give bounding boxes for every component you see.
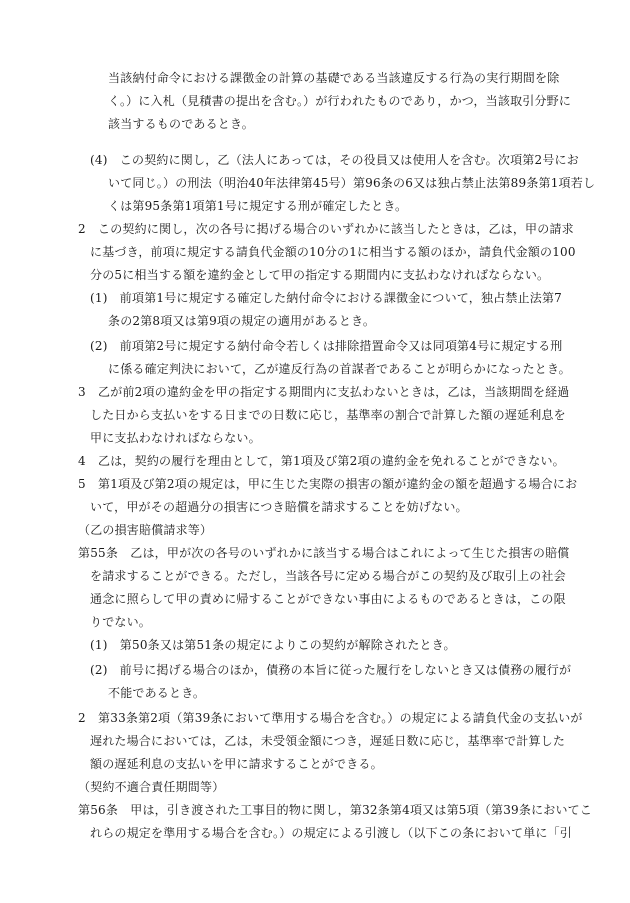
text-line: 分の5に相当する額を違約金として甲の指定する期間内に支払わなければならない。 bbox=[90, 268, 550, 282]
text-line: 甲に支払わなければならない。 bbox=[90, 431, 261, 445]
text-line: (2) 前項第2号に規定する納付命令若しくは排除措置命令又は同項第4号に規定する刑 bbox=[90, 339, 563, 353]
text-line: いて同じ。）の刑法（明治40年法律第45号）第96条の6又は独占禁止法第89条第1項若し bbox=[108, 176, 596, 190]
text-line: 4 乙は，契約の履行を理由として，第1項及び第2項の違約金を免れることができない。 bbox=[78, 454, 565, 468]
text-line: 通念に照らして甲の責めに帰することができない事由によるものであるときは，この限 bbox=[90, 592, 566, 606]
text-line: を請求することができる。ただし，当該各号に定める場合がこの契約及び取引上の社会 bbox=[90, 569, 566, 583]
text-line: 該当するものであるとき。 bbox=[108, 117, 254, 131]
text-line: に基づき，前項に規定する請負代金額の10分の1に相当する額のほか，請負代金額の100 bbox=[90, 245, 576, 259]
text-line: 2 この契約に関し，次の各号に掲げる場合のいずれかに該当したときは，乙は，甲の請求 bbox=[78, 222, 574, 236]
section-heading: （契約不適合責任期間等） bbox=[78, 780, 225, 794]
text-line: 当該納付命令における課徴金の計算の基礎である当該違反する行為の実行期間を除 bbox=[108, 71, 560, 85]
article-line: 第55条 乙は，甲が次の各号のいずれかに該当する場合はこれによって生じた損害の賠償 bbox=[78, 546, 570, 560]
text-line: く。）に入札（見積書の提出を含む。）が行われたものであり，かつ，当該取引分野に bbox=[108, 94, 572, 108]
text-line: りでない。 bbox=[90, 615, 152, 629]
section-heading: （乙の損害賠償請求等） bbox=[78, 523, 213, 537]
text-line: 3 乙が前2項の違約金を甲の指定する期間内に支払わないときは，乙は，当該期間を経過 bbox=[78, 385, 570, 399]
text-line: (2) 前号に掲げる場合のほか，債務の本旨に従った履行をしないとき又は債務の履行が bbox=[90, 663, 572, 677]
text-line: 額の遅延利息の支払いを甲に請求することができる。 bbox=[90, 757, 383, 771]
text-line: 2 第33条第2項（第39条において準用する場合を含む。）の規定による請負代金の支払いが bbox=[78, 711, 583, 725]
text-line: (4) この契約に関し，乙（法人にあっては，その役員又は使用人を含む。次項第2号にお bbox=[90, 153, 579, 167]
text-line: 遅れた場合においては，乙は，未受領金額につき，遅延日数に応じ，基準率で計算した bbox=[90, 734, 566, 748]
text-line: いて，甲がその超過分の損害につき賠償を請求することを妨げない。 bbox=[90, 500, 468, 514]
text-line: くは第95条第1項第1号に規定する刑が確定したとき。 bbox=[108, 199, 408, 213]
text-line: した日から支払いをする日までの日数に応じ，基準率の割合で計算した額の遅延利息を bbox=[90, 408, 566, 422]
text-line: (1) 第50条又は第51条の規定によりこの契約が解除されたとき。 bbox=[90, 638, 456, 652]
text-line: に係る確定判決において，乙が違反行為の首謀者であることが明らかになったとき。 bbox=[108, 362, 571, 376]
text-line: 5 第1項及び第2項の規定は，甲に生じた実際の損害の額が違約金の額を超過する場合にお bbox=[78, 477, 578, 491]
text-line: 不能であるとき。 bbox=[108, 686, 206, 700]
article-line: 第56条 甲は，引き渡された工事目的物に関し，第32条第4項又は第5項（第39条においてこ bbox=[78, 803, 593, 817]
text-line: (1) 前項第1号に規定する確定した納付命令における課徴金について，独占禁止法第7 bbox=[90, 291, 562, 305]
text-line: れらの規定を準用する場合を含む。）の規定による引渡し（以下この条において単に「引 bbox=[90, 826, 573, 840]
text-line: 条の2第8項又は第9項の規定の適用があるとき。 bbox=[108, 314, 376, 328]
